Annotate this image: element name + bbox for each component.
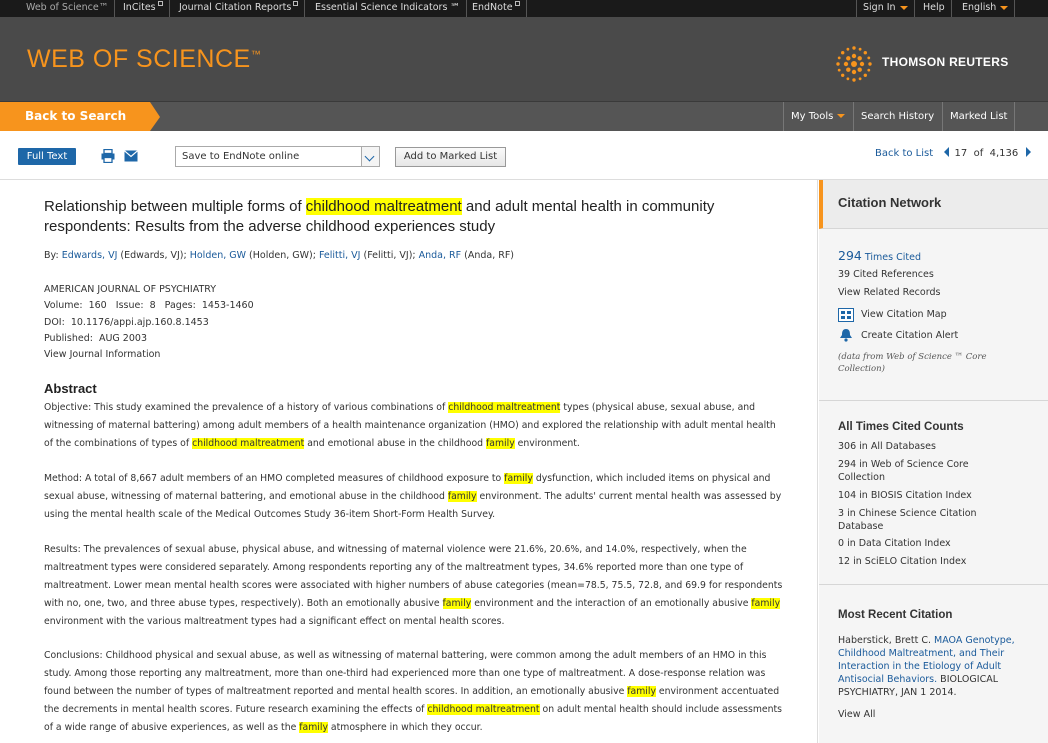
language-menu[interactable] xyxy=(956,0,1015,17)
author-full-name: (Holden, GW); xyxy=(246,250,319,261)
topbar-endnote[interactable] xyxy=(466,0,527,17)
external-link-icon xyxy=(515,1,520,6)
my-tools-label: My Tools xyxy=(791,111,834,122)
sign-in-label: Sign In xyxy=(863,2,896,13)
my-tools-menu[interactable] xyxy=(783,102,852,131)
sidebar-divider xyxy=(819,584,1048,585)
abstract-text: Conclusions: Childhood physical and sexual abuse, as well as witnessing of maternal battering, were common among the adult members of an HMO in this study. Among those reporting any maltreatment, more than one-third had experienced more than one type of maltreatment. A dose-response relation was found between the number of types of maltreatment reported and mental health scores. In addition, an emotionally abusive xyxy=(44,650,767,697)
marked-list-link[interactable]: Marked List xyxy=(942,102,1015,131)
full-text-button[interactable]: Full Text xyxy=(18,148,76,165)
abstract-text: Method: A total of 8,667 adult members of an HMO completed measures of childhood exposure to xyxy=(44,473,505,484)
chevron-down-icon xyxy=(361,147,379,166)
web-of-science-logo[interactable] xyxy=(27,45,261,74)
thomson-reuters-logo-icon xyxy=(834,44,874,84)
abstract-heading: Abstract xyxy=(44,381,97,396)
chevron-down-icon xyxy=(1000,6,1008,10)
topbar-jcr[interactable] xyxy=(173,0,305,17)
most-recent-citation xyxy=(838,634,1016,699)
site-header xyxy=(0,17,1048,102)
search-term-highlight: childhood maltreatment xyxy=(427,704,540,715)
back-to-search-button[interactable]: Back to Search xyxy=(0,102,150,131)
by-label: By: xyxy=(44,250,59,261)
author-link[interactable]: Edwards, VJ xyxy=(61,250,118,261)
view-citation-map-link[interactable]: View Citation Map xyxy=(861,309,947,320)
abstract-text: environment. xyxy=(514,438,580,449)
bell-icon xyxy=(838,328,854,342)
citation-network-sidebar xyxy=(819,180,1048,743)
scielo-count: 12 in SciELO Citation Index xyxy=(838,556,967,567)
current-record: 17 xyxy=(954,148,968,159)
view-journal-info-link[interactable]: View Journal Information xyxy=(44,349,161,360)
topbar-web-of-science[interactable] xyxy=(20,0,115,17)
abstract-text: Results: The prevalences of sexual abuse, physical abuse, and witnessing of maternal violence were 21.6%, 20.6%, and 14.0%, respectively, when the maltreatment types were considered separately. Among respondents reporting any of the maltreatment types, 34.6% reported more than one type of maltreatment. Lower mean mental health scores were associated with higher numbers of abuse categories (mean=78.5, 75.5, 72.8, and 69.9 for respondents with no, one, two, and three abuse types, respectively). Both an emotionally abusive xyxy=(44,544,783,609)
help-link[interactable] xyxy=(917,0,952,17)
abstract-text: environment accentuated the decrements in mental health scores. Future research examining the effects of xyxy=(44,686,780,715)
record-title xyxy=(44,197,784,237)
times-cited[interactable] xyxy=(838,249,1018,264)
topbar-label: Web of Science™ xyxy=(26,2,109,13)
volume-info: Volume: 160 Issue: 8 Pages: 1453-1460 xyxy=(44,300,254,311)
abstract-objective xyxy=(44,399,784,453)
search-term-highlight: family xyxy=(442,598,472,609)
author-full-name: (Edwards, VJ); xyxy=(117,250,190,261)
save-to-selected-value: Save to EndNote online xyxy=(182,151,300,162)
topbar-esi[interactable] xyxy=(309,0,467,17)
topbar-incites[interactable] xyxy=(117,0,170,17)
external-link-icon xyxy=(293,1,298,6)
author-full-name: (Felitti, VJ); xyxy=(360,250,419,261)
save-to-select[interactable] xyxy=(175,146,380,167)
biosis-count: 104 in BIOSIS Citation Index xyxy=(838,490,972,501)
record-main xyxy=(0,180,818,743)
record-toolbar xyxy=(0,131,1048,180)
search-term-highlight: family xyxy=(447,491,477,502)
sign-in-menu[interactable] xyxy=(856,0,915,17)
all-times-cited-heading: All Times Cited Counts xyxy=(838,421,964,433)
author-list xyxy=(44,250,514,261)
published-date: Published: AUG 2003 xyxy=(44,333,147,344)
abstract-text: on adult mental health should include assessments of a wide range of abusive experiences, as well as the xyxy=(44,704,783,733)
next-record-icon[interactable] xyxy=(1026,147,1031,157)
citation-map-icon xyxy=(838,308,854,322)
search-term-highlight: family xyxy=(299,722,328,733)
pager-of: of xyxy=(973,148,984,159)
most-recent-citation-heading: Most Recent Citation xyxy=(838,609,953,621)
thomson-reuters-brand: THOMSON REUTERS xyxy=(882,55,1009,69)
print-icon[interactable] xyxy=(101,149,115,163)
search-term-highlight: family xyxy=(486,438,515,449)
create-citation-alert-link[interactable]: Create Citation Alert xyxy=(861,330,959,341)
topbar-label: InCites xyxy=(123,2,156,13)
record-pager xyxy=(875,147,1031,159)
topbar-label: Essential Science Indicators ℠ xyxy=(315,2,461,13)
top-bar xyxy=(0,0,1048,17)
abstract-results xyxy=(44,541,784,631)
view-all-link[interactable]: View All xyxy=(838,709,876,720)
nav-bar xyxy=(0,102,1048,131)
abstract-text: environment and the interaction of an emotionally abusive xyxy=(471,598,752,609)
cited-references-link[interactable]: 39 Cited References xyxy=(838,269,934,280)
back-to-list-link[interactable]: Back to List xyxy=(875,148,934,159)
search-term-highlight: family xyxy=(504,473,533,484)
abstract-text: dysfunction, which included items on physical and sexual abuse, witnessing of maternal battering, and emotional abuse in the childhood xyxy=(44,473,771,502)
abstract-text: atmosphere in which they occur. xyxy=(327,722,483,733)
author-link[interactable]: Anda, RF xyxy=(418,250,462,261)
author-link[interactable]: Holden, GW xyxy=(189,250,247,261)
author-full-name: (Anda, RF) xyxy=(461,250,515,261)
total-records: 4,136 xyxy=(989,148,1019,159)
search-term-highlight: childhood maltreatment xyxy=(448,402,561,413)
help-label: Help xyxy=(923,2,945,13)
related-records-link[interactable]: View Related Records xyxy=(838,287,941,298)
journal-name: AMERICAN JOURNAL OF PSYCHIATRY xyxy=(44,284,217,295)
title-part: and adult mental health in community respondents: Results from the adverse childhood experiences study xyxy=(44,198,715,235)
add-to-marked-list-button[interactable]: Add to Marked List xyxy=(395,147,506,167)
abstract-text: Objective: This study examined the prevalence of a history of various combinations of xyxy=(44,402,449,413)
times-cited-label[interactable]: Times Cited xyxy=(864,252,921,263)
abstract-conclusions xyxy=(44,647,784,737)
recent-author: Haberstick, Brett C. xyxy=(838,635,935,646)
abstract-method xyxy=(44,470,784,524)
all-databases-link[interactable]: 306 in All Databases xyxy=(838,441,936,452)
title-highlight: childhood maltreatment xyxy=(305,198,462,215)
citation-network-header xyxy=(819,180,1048,229)
search-term-highlight: childhood maltreatment xyxy=(192,438,305,449)
language-label: English xyxy=(962,2,997,13)
data-citation-count: 0 in Data Citation Index xyxy=(838,538,951,549)
abstract-text: and emotional abuse in the childhood xyxy=(304,438,487,449)
search-term-highlight: family xyxy=(627,686,656,697)
logo-text: WEB OF SCIENCE xyxy=(27,45,251,73)
chevron-down-icon xyxy=(900,6,908,10)
topbar-label: Journal Citation Reports xyxy=(179,2,292,13)
email-icon[interactable] xyxy=(124,150,138,162)
external-link-icon xyxy=(158,1,163,6)
wos-core-link[interactable]: 294 in Web of Science Core Collection xyxy=(838,459,969,483)
abstract-text: types (physical abuse, sexual abuse, and witnessing of maternal battering) among adult members of a health maintenance organization (HMO) and explored the relationship with adult mental health of the combinations of types of xyxy=(44,402,776,449)
logo-tm: ™ xyxy=(250,49,262,61)
author-link[interactable]: Felitti, VJ xyxy=(318,250,361,261)
topbar-label: EndNote xyxy=(472,2,513,13)
sidebar-divider xyxy=(819,400,1048,401)
times-cited-count[interactable]: 294 xyxy=(838,248,862,263)
title-part: Relationship between multiple forms of xyxy=(44,198,306,215)
abstract-text: environment. The adults' current mental health was assessed by using the mental health scale of the Medical Outcomes Study 36-item Short-Form Health Survey. xyxy=(44,491,782,520)
data-source-note: (data from Web of Science ™ Core Collection) xyxy=(838,352,987,374)
recent-source: BIOLOGICAL PSYCHIATRY, JAN 1 2014. xyxy=(838,674,998,698)
doi-info: DOI: 10.1176/appi.ajp.160.8.1453 xyxy=(44,317,209,328)
chinese-science-count: 3 in Chinese Science Citation Database xyxy=(838,508,977,532)
recent-title-link[interactable]: MAOA Genotype, Childhood Maltreatment, and Their Interaction in the Etiology of Adult Antisocial Behaviors. xyxy=(838,635,1015,685)
abstract-text: environment with the various maltreatment types had a significant effect on mental health scores. xyxy=(44,616,505,627)
previous-record-icon[interactable] xyxy=(944,147,949,157)
search-history-link[interactable]: Search History xyxy=(853,102,941,131)
search-term-highlight: family xyxy=(751,598,781,609)
citation-network-title: Citation Network xyxy=(838,195,942,210)
chevron-down-icon xyxy=(837,114,845,118)
